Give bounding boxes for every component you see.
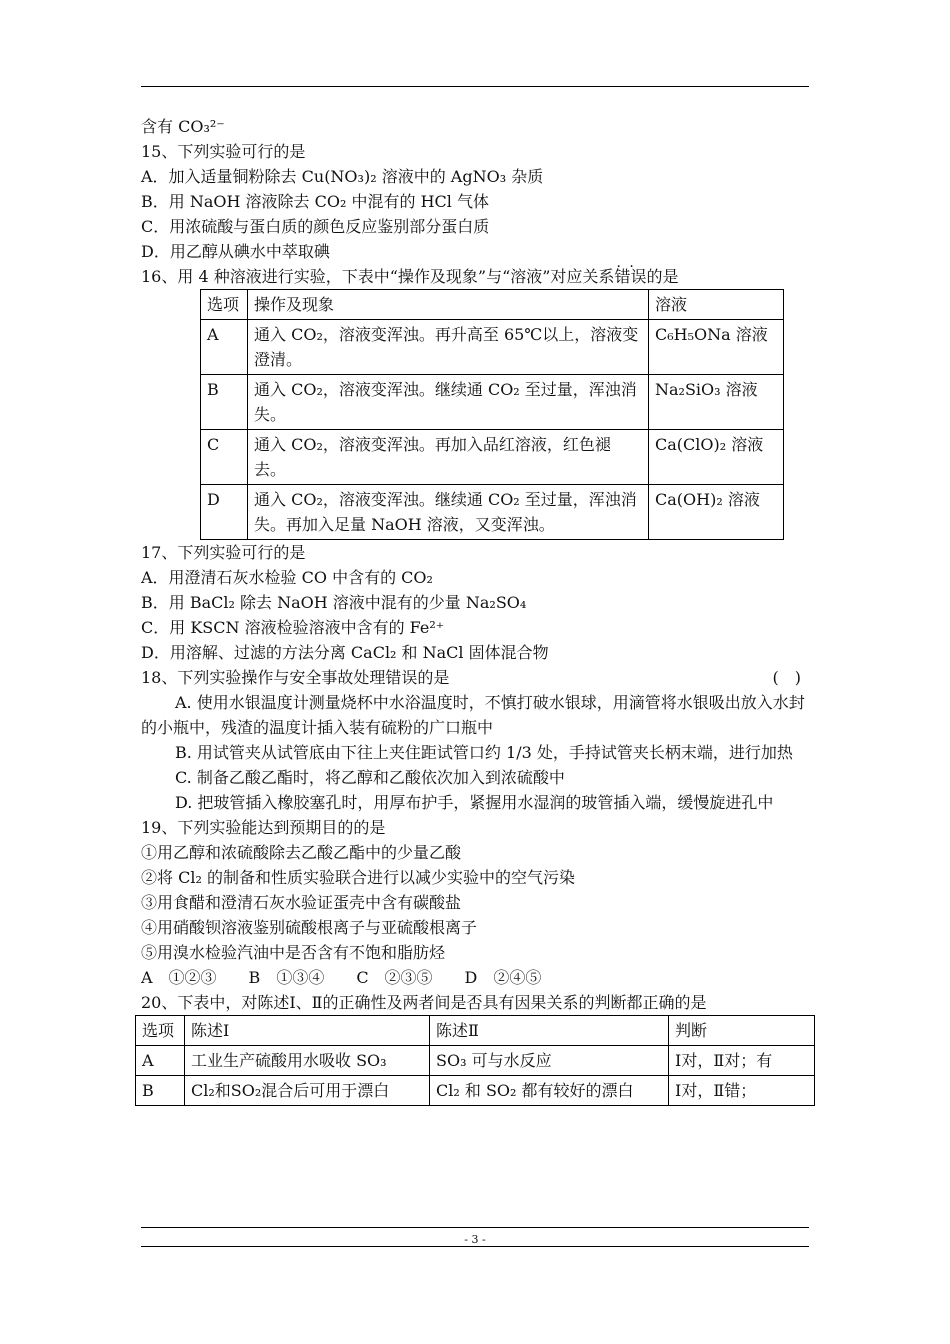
q15-stem: 15、下列实验可行的是 bbox=[141, 142, 306, 161]
document-body bbox=[141, 114, 809, 1106]
q20-table bbox=[135, 1015, 815, 1106]
question-17 bbox=[141, 540, 809, 665]
table-cell: 工业生产硫酸用水吸收 SO₃ bbox=[185, 1046, 430, 1076]
q19-item-2: ②将 Cl₂ 的制备和性质实验联合进行以减少实验中的空气污染 bbox=[141, 868, 575, 887]
table-cell: A bbox=[201, 320, 248, 375]
q15-option-a: A．加入适量铜粉除去 Cu(NO₃)₂ 溶液中的 AgNO₃ 杂质 bbox=[141, 167, 544, 186]
table-header-row bbox=[136, 1016, 815, 1046]
table-row bbox=[201, 485, 784, 540]
table-cell: C₆H₅ONa 溶液 bbox=[649, 320, 784, 375]
header-cell: 选项 bbox=[136, 1016, 185, 1046]
q17-option-b: B．用 BaCl₂ 除去 NaOH 溶液中混有的少量 Na₂SO₄ bbox=[141, 593, 527, 612]
table-header-row bbox=[201, 290, 784, 320]
table-cell: Cl₂ 和 SO₂ 都有较好的漂白 bbox=[430, 1076, 669, 1106]
header-rule bbox=[141, 86, 809, 87]
q19-stem: 19、下列实验能达到预期目的的是 bbox=[141, 818, 386, 837]
table-row bbox=[136, 1076, 815, 1106]
header-cell: 陈述Ⅱ bbox=[430, 1016, 669, 1046]
table-cell: Cl₂和SO₂混合后可用于漂白 bbox=[185, 1076, 430, 1106]
table-row bbox=[201, 430, 784, 485]
header-cell: 操作及现象 bbox=[248, 290, 649, 320]
q18-option-b: B. 用试管夹从试管底由下往上夹住距试管口约 1/3 处，手持试管夹长柄末端，进行加热 bbox=[175, 743, 793, 762]
header-cell: 选项 bbox=[201, 290, 248, 320]
table-cell: 通入 CO₂，溶液变浑浊。继续通 CO₂ 至过量，浑浊消失。 bbox=[248, 375, 649, 430]
q16-stem bbox=[141, 264, 809, 289]
table-cell: D bbox=[201, 485, 248, 540]
q19-item-4: ④用硝酸钡溶液鉴别硫酸根离子与亚硫酸根离子 bbox=[141, 918, 478, 937]
table-cell: Ⅰ对，Ⅱ错； bbox=[669, 1076, 815, 1106]
question-18 bbox=[141, 665, 809, 815]
question-19 bbox=[141, 815, 809, 990]
table-cell: 通入 CO₂，溶液变浑浊。继续通 CO₂ 至过量，浑浊消失。再加入足量 NaOH 溶液，又变浑浊。 bbox=[248, 485, 649, 540]
footer-rule bbox=[141, 1227, 809, 1228]
q18-option-a: A. 使用水银温度计测量烧杯中水浴温度时，不慎打破水银球，用滴管将水银吸出放入水封的小瓶中，残渣的温度计插入装有硫粉的广口瓶中 bbox=[141, 693, 805, 737]
q17-option-c: C．用 KSCN 溶液检验溶液中含有的 Fe²⁺ bbox=[141, 618, 445, 637]
q16-stem-tail: 的是 bbox=[646, 267, 679, 286]
table-cell: 通入 CO₂，溶液变浑浊。再加入品红溶液，红色褪去。 bbox=[248, 430, 649, 485]
q19-item-5: ⑤用溴水检验汽油中是否含有不饱和脂肪烃 bbox=[141, 943, 446, 962]
q17-stem: 17、下列实验可行的是 bbox=[141, 543, 306, 562]
q18-option-d: D. 把玻管插入橡胶塞孔时，用厚布护手，紧握用水湿润的玻管插入端，缓慢旋进孔中 bbox=[175, 793, 774, 812]
q19-item-1: ①用乙醇和浓硫酸除去乙酸乙酯中的少量乙酸 bbox=[141, 843, 462, 862]
table-cell: C bbox=[201, 430, 248, 485]
question-16 bbox=[141, 264, 809, 540]
q15-option-d: D．用乙醇从碘水中萃取碘 bbox=[141, 242, 330, 261]
q16-table bbox=[200, 289, 784, 540]
header-cell: 判断 bbox=[669, 1016, 815, 1046]
table-row bbox=[136, 1046, 815, 1076]
q17-option-d: D．用溶解、过滤的方法分离 CaCl₂ 和 NaCl 固体混合物 bbox=[141, 643, 549, 662]
q19-item-3: ③用食醋和澄清石灰水验证蛋壳中含有碳酸盐 bbox=[141, 893, 462, 912]
q17-option-a: A．用澄清石灰水检验 CO 中含有的 CO₂ bbox=[141, 568, 433, 587]
table-cell: Ca(OH)₂ 溶液 bbox=[649, 485, 784, 540]
table-cell: 通入 CO₂，溶液变浑浊。再升高至 65℃以上，溶液变澄清。 bbox=[248, 320, 649, 375]
q15-option-c: C．用浓硫酸与蛋白质的颜色反应鉴别部分蛋白质 bbox=[141, 217, 490, 236]
table-cell: Na₂SiO₃ 溶液 bbox=[649, 375, 784, 430]
question-20 bbox=[141, 990, 809, 1106]
q19-choices: A ①②③ B ①③④ C ②③⑤ D ②④⑤ bbox=[141, 968, 542, 987]
table-cell: B bbox=[136, 1076, 185, 1106]
q18-stem-line bbox=[141, 665, 809, 690]
footer-rule-bottom bbox=[141, 1246, 809, 1247]
page-number: - 3 - bbox=[464, 1233, 486, 1246]
header-cell: 陈述Ⅰ bbox=[185, 1016, 430, 1046]
answer-blank: ( ) bbox=[772, 668, 801, 687]
table-row bbox=[201, 320, 784, 375]
table-row bbox=[201, 375, 784, 430]
header-cell: 溶液 bbox=[649, 290, 784, 320]
carryover-line: 含有 CO₃²⁻ bbox=[141, 117, 225, 136]
q16-emphasis-word: 错误 · · bbox=[614, 267, 646, 286]
question-15 bbox=[141, 139, 809, 264]
q20-stem: 20、下表中，对陈述Ⅰ、Ⅱ的正确性及两者间是否具有因果关系的判断都正确的是 bbox=[141, 993, 707, 1012]
q18-stem: 18、下列实验操作与安全事故处理错误的是 bbox=[141, 668, 450, 687]
table-cell: SO₃ 可与水反应 bbox=[430, 1046, 669, 1076]
table-cell: Ⅰ对，Ⅱ对；有 bbox=[669, 1046, 815, 1076]
table-cell: A bbox=[136, 1046, 185, 1076]
q16-stem-text: 16、用 4 种溶液进行实验，下表中“操作及现象”与“溶液”对应关系 bbox=[141, 267, 615, 286]
q18-option-c: C. 制备乙酸乙酯时，将乙醇和乙酸依次加入到浓硫酸中 bbox=[175, 768, 565, 787]
table-cell: Ca(ClO)₂ 溶液 bbox=[649, 430, 784, 485]
table-cell: B bbox=[201, 375, 248, 430]
q15-option-b: B．用 NaOH 溶液除去 CO₂ 中混有的 HCl 气体 bbox=[141, 192, 489, 211]
